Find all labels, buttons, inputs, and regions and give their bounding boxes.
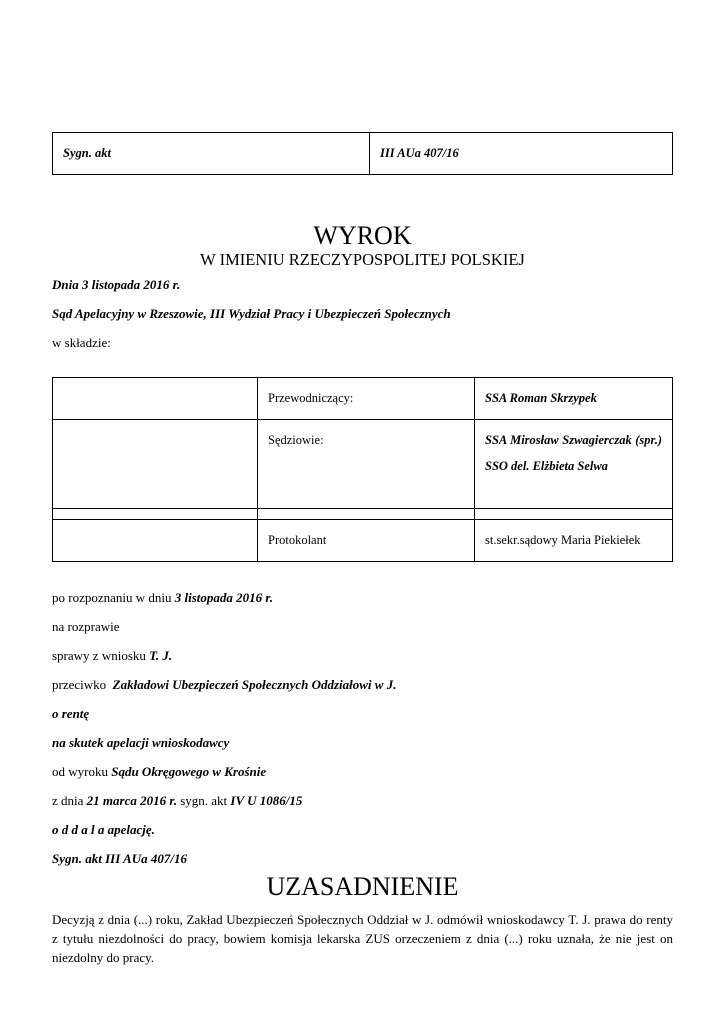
clerk-role-cell bbox=[258, 520, 475, 562]
against-prefix: przeciwko bbox=[52, 677, 113, 692]
justification-paragraph: Decyzją z dnia (...) roku, Zakład Ubezpieczeń Społecznych Oddział w J. odmówił wnioskodawcy T. J. prawa do renty z tytułu niezdolności do pracy, bowiem komisja lekarska ZUS orzeczeniem z dnia (...) roku uznała, że nie jest on niezdolny do pracy. bbox=[52, 912, 673, 965]
panel-table bbox=[52, 377, 673, 562]
case-signature-table bbox=[52, 132, 673, 175]
judge-1-name: SSA Mirosław Szwagierczak (spr.) bbox=[485, 433, 662, 447]
court-name: Sąd Apelacyjny w Rzeszowie, III Wydział Pracy i Ubezpieczeń Społecznych bbox=[52, 306, 451, 321]
panel-spacer-row bbox=[53, 509, 673, 520]
against-party: Zakładowi Ubezpieczeń Społecznych Oddziałowi w J. bbox=[112, 677, 397, 692]
against-line bbox=[52, 677, 396, 693]
judge-2-name: SSO del. Elżbieta Selwa bbox=[485, 459, 608, 473]
signature-value-cell bbox=[370, 133, 673, 175]
judges-role-cell bbox=[258, 420, 475, 509]
document-subtitle: W IMIENIU RZECZYPOSPOLITEJ POLSKIEJ bbox=[200, 250, 525, 269]
judgment-line bbox=[52, 764, 266, 780]
signature-label-cell bbox=[53, 133, 370, 175]
judgment-date-line bbox=[52, 793, 302, 809]
heard-line bbox=[52, 590, 273, 606]
panel-empty-cell bbox=[475, 509, 673, 520]
chair-name: SSA Roman Skrzypek bbox=[485, 391, 597, 405]
chair-role-cell bbox=[258, 378, 475, 420]
panel-empty-cell bbox=[53, 520, 258, 562]
panel-empty-cell bbox=[53, 378, 258, 420]
signature-label: Sygn. akt bbox=[63, 146, 111, 160]
hearing-line: na rozprawie bbox=[52, 619, 120, 634]
clerk-name: st.sekr.sądowy Maria Piekiełek bbox=[485, 533, 641, 547]
chair-name-cell bbox=[475, 378, 673, 420]
clerk-role: Protokolant bbox=[268, 533, 327, 547]
ruling-line: o d d a l a apelację. bbox=[52, 822, 155, 837]
panel-empty-cell bbox=[53, 509, 258, 520]
panel-row-clerk bbox=[53, 520, 673, 562]
date-prefix: z dnia bbox=[52, 793, 87, 808]
chair-role: Przewodniczący: bbox=[268, 391, 354, 405]
case-party: T. J. bbox=[149, 648, 173, 663]
judgment-date: 21 marca 2016 r. bbox=[86, 793, 177, 808]
footer-signature: Sygn. akt III AUa 407/16 bbox=[52, 851, 187, 866]
subject-line: o rentę bbox=[52, 706, 90, 721]
justification-title: UZASADNIENIE bbox=[266, 872, 459, 901]
date-line: Dnia 3 listopada 2016 r. bbox=[52, 277, 181, 292]
document-title: WYROK bbox=[313, 221, 412, 250]
case-line bbox=[52, 648, 172, 664]
judgment-court: Sądu Okręgowego w Krośnie bbox=[111, 764, 267, 779]
clerk-name-cell bbox=[475, 520, 673, 562]
heard-date: 3 listopada 2016 r. bbox=[174, 590, 274, 605]
appeal-line: na skutek apelacji wnioskodawcy bbox=[52, 735, 230, 750]
composition-label: w składzie: bbox=[52, 335, 111, 350]
signature-value: III AUa 407/16 bbox=[380, 146, 459, 160]
panel-empty-cell bbox=[53, 420, 258, 509]
judges-role: Sędziowie: bbox=[268, 433, 324, 447]
judgment-prefix: od wyroku bbox=[52, 764, 112, 779]
panel-row-judges bbox=[53, 420, 673, 509]
case-prefix: sprawy z wniosku bbox=[52, 648, 150, 663]
panel-empty-cell bbox=[258, 509, 475, 520]
heard-prefix: po rozpoznaniu w dniu bbox=[52, 590, 175, 605]
sign-value: IV U 1086/15 bbox=[230, 793, 303, 808]
judges-names-cell bbox=[475, 420, 673, 509]
sign-prefix: sygn. akt bbox=[176, 793, 231, 808]
panel-row-chair bbox=[53, 378, 673, 420]
